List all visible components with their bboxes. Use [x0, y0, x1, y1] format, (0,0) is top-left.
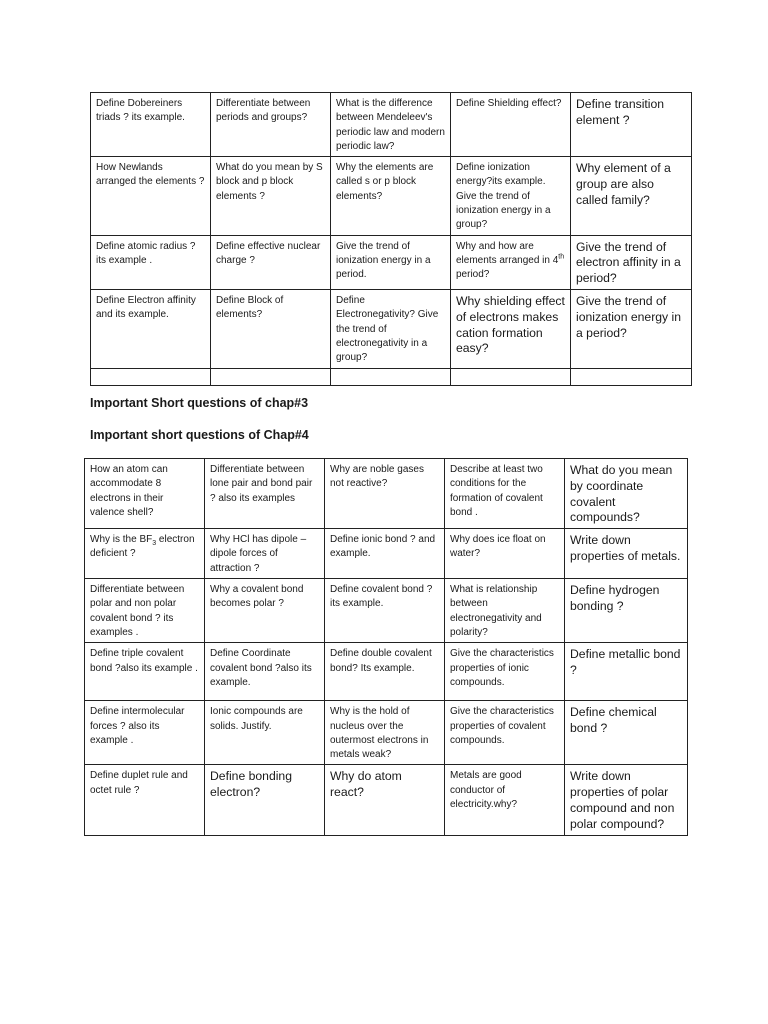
question-cell: Define Dobereiners triads ? its example. [91, 93, 211, 157]
question-cell: What is relationship between electronegativity and polarity? [445, 579, 565, 643]
cell-text: Why is the BF [90, 534, 153, 546]
cell-text: Why and how are elements arranged in 4 [456, 240, 559, 266]
question-cell: Define effective nuclear charge ? [211, 235, 331, 289]
question-cell [331, 368, 451, 385]
question-cell: What is the difference between Mendeleev's periodic law and modern periodic law? [331, 93, 451, 157]
table-body [85, 459, 688, 836]
question-cell: Ionic compounds are solids. Justify. [205, 701, 325, 765]
heading-chapter-3: Important Short questions of chap#3 [90, 396, 309, 410]
cell-text: electron deficient ? [90, 534, 195, 560]
question-cell: Define Coordinate covalent bond ?also its example. [205, 643, 325, 701]
table-row [91, 235, 692, 289]
table-row [85, 765, 688, 835]
question-cell: Why element of a group are also called family? [571, 157, 692, 235]
question-cell: Why a covalent bond becomes polar ? [205, 579, 325, 643]
question-cell: Define bonding electron? [205, 765, 325, 835]
heading-chapter-4: Important short questions of Chap#4 [90, 428, 309, 442]
question-cell: How Newlands arranged the elements ? [91, 157, 211, 235]
questions-table-chapter-4 [84, 458, 688, 836]
question-cell: Define triple covalent bond ?also its example . [85, 643, 205, 701]
question-cell: Write down properties of metals. [565, 529, 688, 579]
question-cell: Metals are good conductor of electricity.why? [445, 765, 565, 835]
question-cell: Differentiate between polar and non polar covalent bond ? its examples . [85, 579, 205, 643]
question-cell: Define Electronegativity? Give the trend of electronegativity in a group? [331, 290, 451, 368]
table-row [85, 459, 688, 529]
table-body [91, 93, 692, 386]
table-row [85, 643, 688, 701]
question-cell: Describe at least two conditions for the formation of covalent bond . [445, 459, 565, 529]
question-cell: Differentiate between lone pair and bond pair ? also its examples [205, 459, 325, 529]
question-cell: Define chemical bond ? [565, 701, 688, 765]
cell-text: period? [456, 269, 490, 281]
question-cell: Define duplet rule and octet rule ? [85, 765, 205, 835]
question-cell [211, 368, 331, 385]
question-cell: Give the trend of ionization energy in a period. [331, 235, 451, 289]
question-cell: Define metallic bond ? [565, 643, 688, 701]
question-cell: Give the characteristics properties of ionic compounds. [445, 643, 565, 701]
question-cell [91, 368, 211, 385]
table-row [91, 368, 692, 385]
question-cell: What do you mean by S block and p block elements ? [211, 157, 331, 235]
table-row [85, 701, 688, 765]
question-cell: Why shielding effect of electrons makes cation formation easy? [451, 290, 571, 368]
question-cell: Define intermolecular forces ? also its example . [85, 701, 205, 765]
table-row [91, 93, 692, 157]
question-cell: Give the trend of ionization energy in a period? [571, 290, 692, 368]
question-cell: Define covalent bond ? its example. [325, 579, 445, 643]
question-cell: Give the characteristics properties of covalent compounds. [445, 701, 565, 765]
question-cell: Why do atom react? [325, 765, 445, 835]
question-cell: Why the elements are called s or p block elements? [331, 157, 451, 235]
question-cell: Write down properties of polar compound and non polar compound? [565, 765, 688, 835]
table-row [85, 529, 688, 579]
table-row [91, 157, 692, 235]
question-cell: How an atom can accommodate 8 electrons in their valence shell? [85, 459, 205, 529]
question-cell: Define Electron affinity and its example. [91, 290, 211, 368]
subscript: 3 [152, 540, 157, 548]
question-cell [451, 368, 571, 385]
question-cell: Define transition element ? [571, 93, 692, 157]
question-cell: Define hydrogen bonding ? [565, 579, 688, 643]
question-cell: Define ionic bond ? and example. [325, 529, 445, 579]
question-cell: What do you mean by coordinate covalent compounds? [565, 459, 688, 529]
questions-table-chapter-2 [90, 92, 692, 386]
table-row [91, 290, 692, 368]
question-cell: Why are noble gases not reactive? [325, 459, 445, 529]
question-cell: Why is the hold of nucleus over the outermost electrons in metals weak? [325, 701, 445, 765]
question-cell: Define double covalent bond? Its example. [325, 643, 445, 701]
question-cell: Why does ice float on water? [445, 529, 565, 579]
superscript: th [558, 253, 565, 261]
question-cell [85, 529, 205, 579]
question-cell: Define Shielding effect? [451, 93, 571, 157]
question-cell: Define atomic radius ? its example . [91, 235, 211, 289]
question-cell: Define Block of elements? [211, 290, 331, 368]
question-cell: Why HCl has dipole – dipole forces of attraction ? [205, 529, 325, 579]
question-cell: Define ionization energy?its example. Give the trend of ionization energy in a group? [451, 157, 571, 235]
table-row [85, 579, 688, 643]
question-cell: Give the trend of electron affinity in a period? [571, 235, 692, 289]
question-cell [451, 235, 571, 289]
question-cell [571, 368, 692, 385]
question-cell: Differentiate between periods and groups? [211, 93, 331, 157]
